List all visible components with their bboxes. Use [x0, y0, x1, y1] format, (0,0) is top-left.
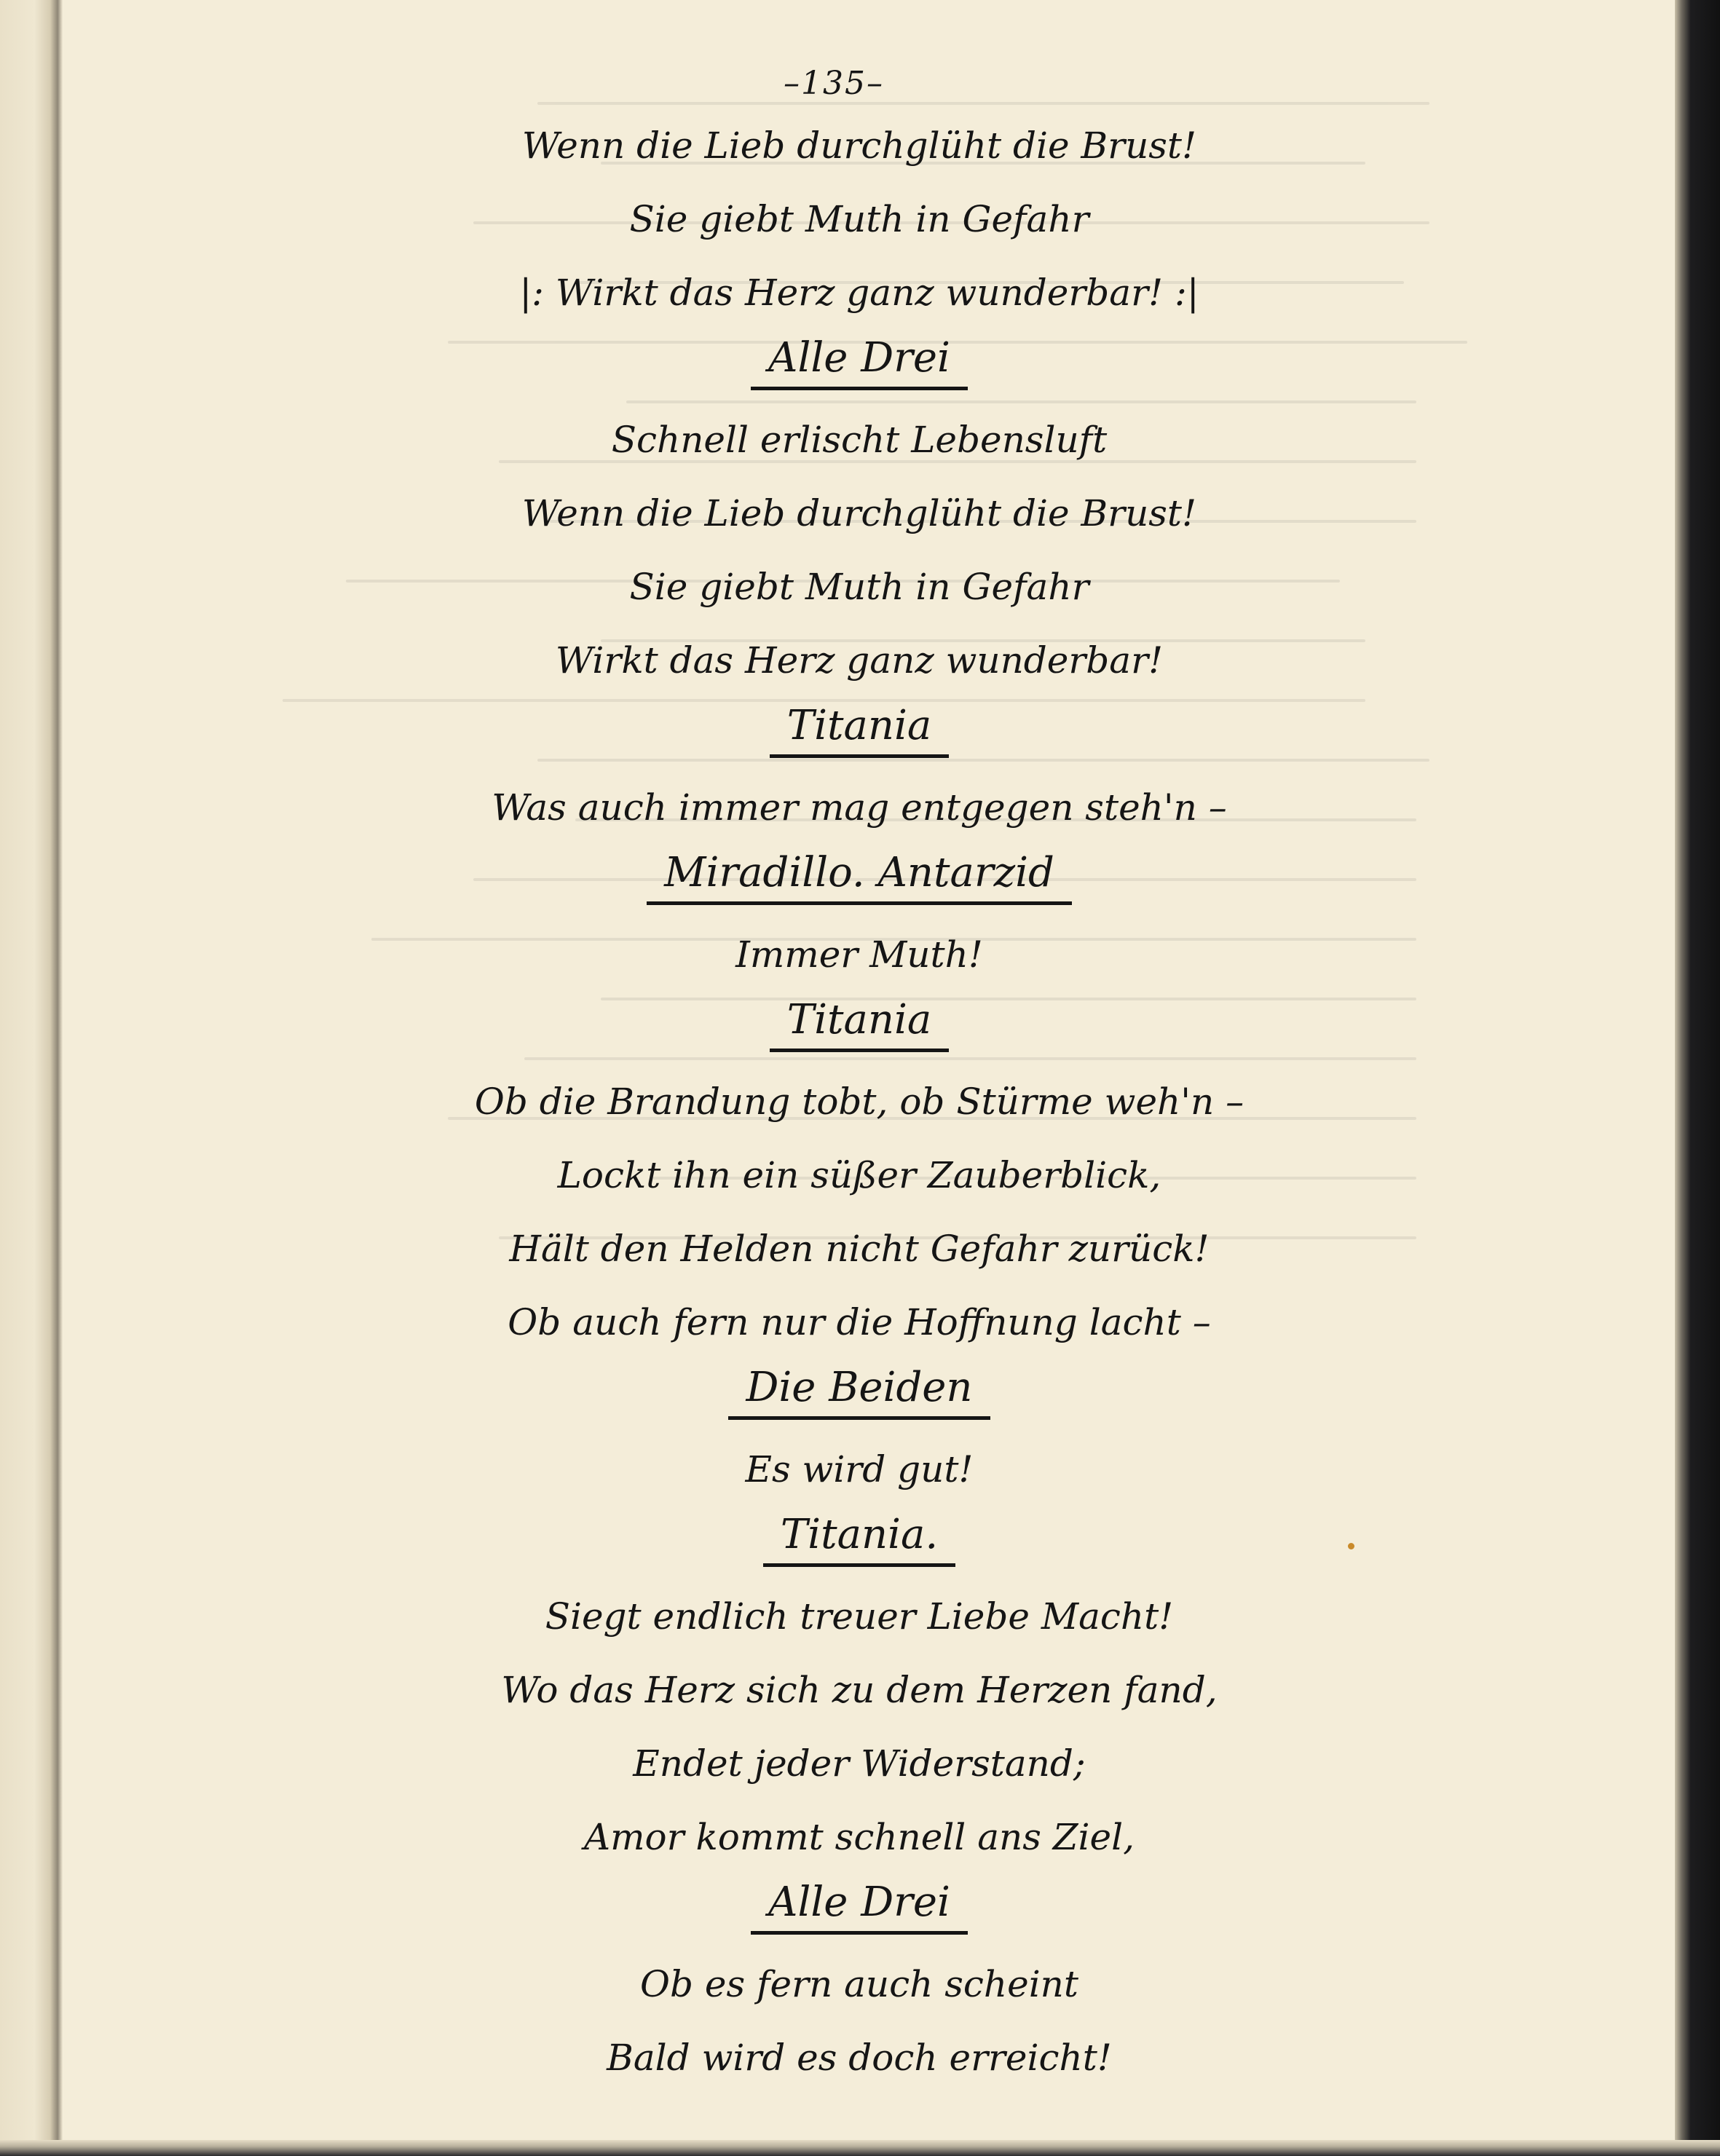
- verse-line: Amor kommt schnell ans Ziel,: [584, 1816, 1135, 1858]
- page-number: –135–: [784, 65, 884, 102]
- verse-line: Siegt endlich treuer Liebe Macht!: [545, 1595, 1174, 1638]
- speaker-heading: [350, 1874, 1369, 1948]
- verse-line: Endet jeder Widerstand;: [633, 1742, 1086, 1785]
- verse-line: Wo das Herz sich zu dem Herzen fand,: [501, 1669, 1218, 1711]
- verse-line: Ob die Brandung tobt, ob Stürme weh'n –: [474, 1081, 1244, 1123]
- verse-line: Bald wird es doch erreicht!: [607, 2037, 1112, 2079]
- verse-line: |: Wirkt das Herz ganz wunderbar! :|: [519, 272, 1199, 314]
- verse-line: Wenn die Lieb durchglüht die Brust!: [521, 492, 1197, 534]
- page-bottom-edge: [0, 2140, 1720, 2156]
- verse-line: Es wird gut!: [745, 1448, 974, 1490]
- speaker-heading: [350, 330, 1369, 403]
- speaker-heading: [350, 992, 1369, 1065]
- speaker-heading: [350, 1507, 1369, 1580]
- book-spine-edge: [0, 0, 63, 2156]
- speaker-name: Titania: [770, 698, 950, 758]
- verse-line: Wirkt das Herz ganz wunderbar!: [555, 639, 1164, 682]
- verse-line: Immer Muth!: [735, 933, 983, 976]
- verse-line: Schnell erlischt Lebensluft: [611, 419, 1108, 461]
- speaker-heading: [350, 1359, 1369, 1433]
- ink-spot: [1348, 1543, 1354, 1549]
- speaker-name: Miradillo. Antarzid: [647, 845, 1072, 905]
- speaker-heading: [350, 698, 1369, 771]
- verse-line: Sie giebt Muth in Gefahr: [629, 198, 1089, 240]
- speaker-name: Titania.: [763, 1507, 955, 1567]
- page-right-edge: [1675, 0, 1720, 2156]
- verse-line: Wenn die Lieb durchglüht die Brust!: [521, 125, 1197, 167]
- handwritten-text: [350, 58, 1369, 2095]
- speaker-name: Die Beiden: [728, 1359, 990, 1420]
- verse-line: Sie giebt Muth in Gefahr: [629, 566, 1089, 608]
- speaker-heading: [350, 845, 1369, 918]
- verse-line: Was auch immer mag entgegen steh'n –: [492, 786, 1227, 829]
- speaker-name: Titania: [770, 992, 950, 1052]
- verse-line: Ob es fern auch scheint: [640, 1963, 1078, 2005]
- verse-lines: [350, 109, 1369, 2095]
- verse-line: Hält den Helden nicht Gefahr zurück!: [509, 1228, 1210, 1270]
- verse-line: Lockt ihn ein süßer Zauberblick,: [557, 1154, 1161, 1196]
- verse-line: Ob auch fern nur die Hoffnung lacht –: [508, 1301, 1211, 1343]
- speaker-name: Alle Drei: [751, 330, 968, 390]
- speaker-name: Alle Drei: [751, 1874, 968, 1935]
